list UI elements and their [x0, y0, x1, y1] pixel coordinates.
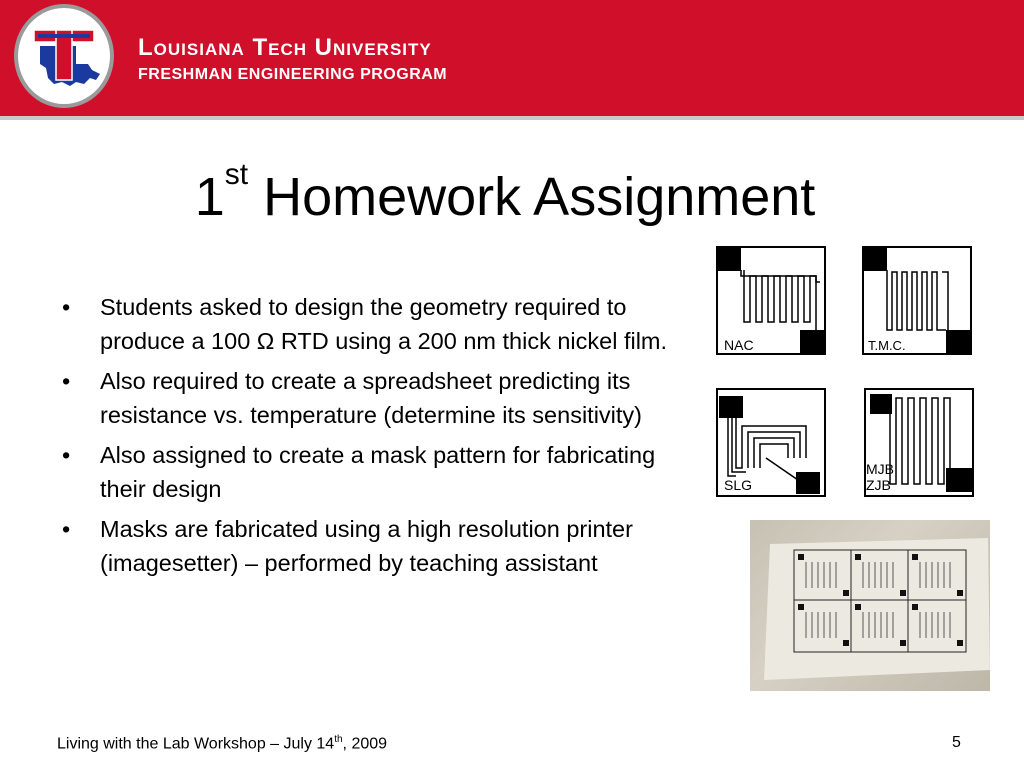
bullet-text: Masks are fabricated using a high resolution printer (imagesetter) – performed by teaching assistant: [100, 516, 633, 576]
title-text: Homework Assignment: [263, 167, 816, 227]
mask-label: T.M.C.: [868, 338, 906, 353]
page-number: 5: [952, 734, 961, 751]
bullet-dot: •: [62, 516, 71, 542]
title-suffix: st: [224, 158, 249, 191]
program-name: FRESHMAN ENGINEERING PROGRAM: [138, 66, 448, 83]
bullet-dot: •: [62, 294, 71, 320]
footer-prefix: Living with the Lab Workshop – July 14: [57, 735, 335, 753]
printed-mask-sheet-photo: [750, 520, 990, 691]
bullet-item: [56, 364, 696, 432]
header-banner: [0, 0, 1024, 118]
mask-label: SLG: [724, 477, 753, 493]
slide-title: [0, 158, 1010, 228]
mask-label-2: ZJB: [866, 477, 891, 493]
bullet-dot: •: [62, 368, 71, 394]
bullet-item: [56, 512, 696, 580]
bullet-item: [56, 438, 696, 506]
university-seal-logo: [14, 4, 114, 108]
bullet-text: Also assigned to create a mask pattern for fabricating their design: [100, 442, 656, 502]
title-number: 1: [194, 167, 225, 227]
bullet-dot: •: [62, 442, 71, 468]
footer-text: [57, 734, 387, 753]
bullet-item: [56, 290, 696, 358]
footer-sup: th: [334, 734, 343, 745]
mask-label: MJB: [866, 461, 894, 477]
lt-logo-icon: [18, 8, 110, 104]
mask-pattern-tmc: [862, 246, 972, 356]
mask-photo-image: [750, 520, 990, 691]
mask-pattern-slg: [716, 388, 826, 498]
mask-pattern-nac: [716, 246, 826, 356]
mask-pattern-mjb: [864, 388, 974, 498]
bullet-list: [56, 290, 696, 586]
banner-divider: [0, 116, 1024, 120]
bullet-text: Also required to create a spreadsheet predicting its resistance vs. temperature (determine its sensitivity): [100, 368, 642, 428]
university-name: Louisiana Tech University: [138, 34, 432, 61]
mask-label: NAC: [724, 337, 754, 353]
bullet-text: Students asked to design the geometry required to produce a 100 Ω RTD using a 200 nm thick nickel film.: [100, 294, 668, 354]
footer-suffix: , 2009: [342, 735, 388, 753]
